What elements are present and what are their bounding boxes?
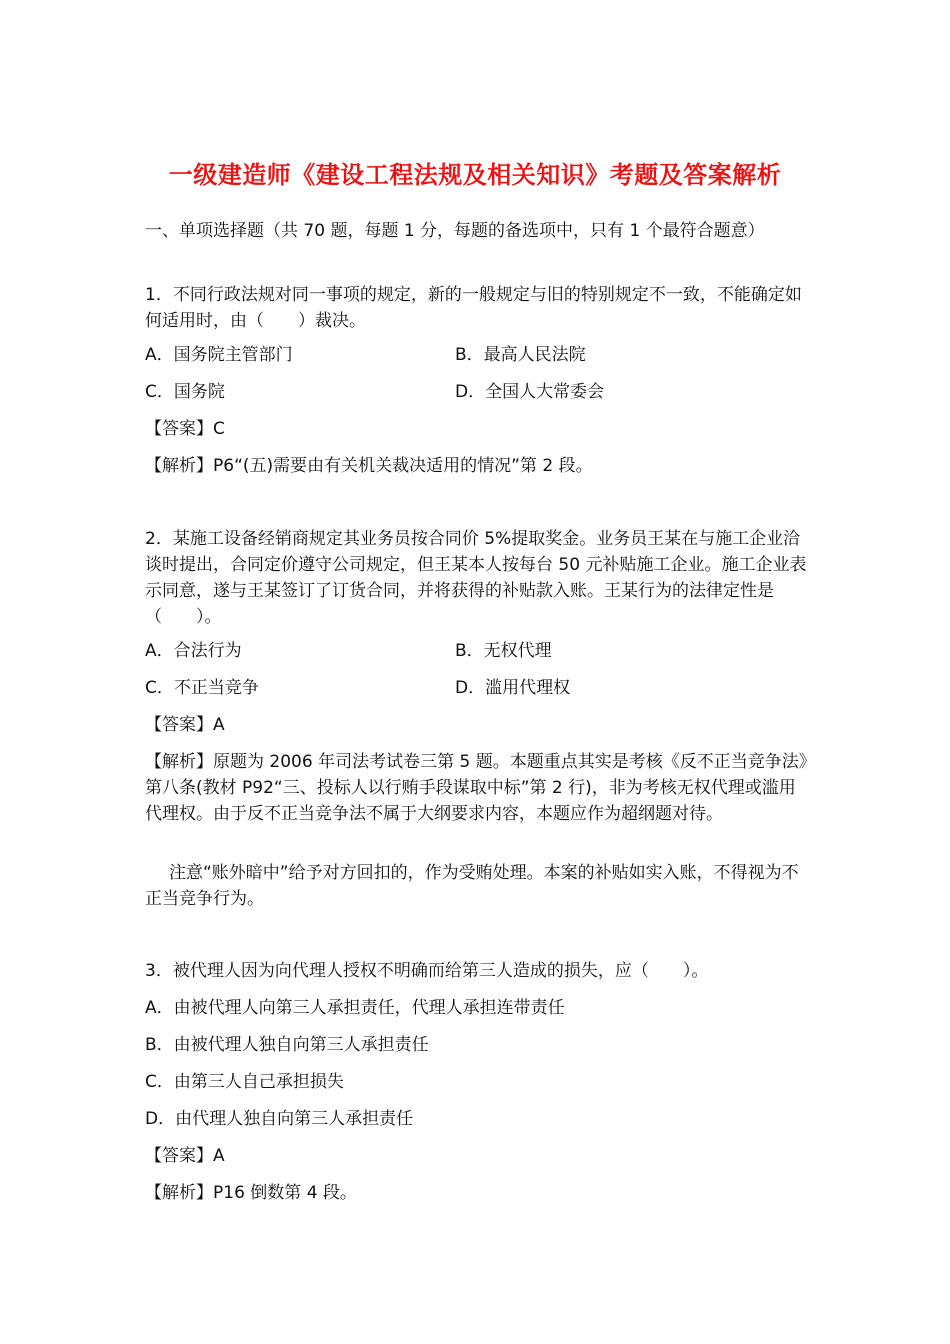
question-3-stem: 3．被代理人因为向代理人授权不明确而给第三人造成的损失，应（ ）。 [145, 961, 709, 981]
question-2-option-d: D．滥用代理权 [455, 678, 571, 698]
question-1-option-d: D．全国人大常委会 [455, 382, 605, 402]
question-3-option-a: A．由被代理人向第三人承担责任，代理人承担连带责任 [145, 998, 565, 1018]
question-1-analysis: 【解析】P6“(五)需要由有关机关裁决适用的情况”第 2 段。 [145, 456, 593, 476]
question-2-analysis: 【解析】原题为 2006 年司法考试卷三第 5 题。本题重点其实是考核《反不正当竞争法》第八条(教材 P92“三、投标人以行贿手段谋取中标”第 2 行)，非为考核无权代理或滥用代理权。由于反不正当竞争法不属于大纲要求内容，本题应作为超纲题对待。 [145, 752, 808, 824]
question-1-option-a: A．国务院主管部门 [145, 345, 293, 365]
question-3-option-c: C．由第三人自己承担损失 [145, 1072, 344, 1092]
question-3-answer: 【答案】A [145, 1146, 225, 1166]
question-2-option-a: A．合法行为 [145, 641, 242, 661]
question-2-note: 注意“账外暗中”给予对方回扣的，作为受贿处理。本案的补贴如实入账，不得视为不正当竞争行为。 [145, 863, 799, 909]
question-1-option-b: B．最高人民法院 [455, 345, 586, 365]
question-3-option-b: B．由被代理人独自向第三人承担责任 [145, 1035, 429, 1055]
question-2-stem: 2．某施工设备经销商规定其业务员按合同价 5%提取奖金。业务员王某在与施工企业洽谈时提出，合同定价遵守公司规定，但王某本人按每台 50 元补贴施工企业。施工企业表示同意，遂与王某签订了订货合同，并将获得的补贴款入账。王某行为的法律定性是（ ）。 [145, 529, 807, 627]
question-1-answer: 【答案】C [145, 419, 225, 439]
question-1-option-c: C．国务院 [145, 382, 225, 402]
question-1-stem: 1．不同行政法规对同一事项的规定，新的一般规定与旧的特别规定不一致，不能确定如何适用时，由（ ）裁决。 [145, 285, 802, 331]
document-title: 一级建造师《建设工程法规及相关知识》考题及答案解析 [168, 161, 782, 189]
question-2-option-c: C．不正当竞争 [145, 678, 259, 698]
question-2-answer: 【答案】A [145, 715, 225, 735]
section-heading: 一、单项选择题（共 70 题，每题 1 分，每题的备选项中，只有 1 个最符合题意） [145, 221, 765, 241]
question-3-option-d: D．由代理人独自向第三人承担责任 [145, 1109, 414, 1129]
question-3-analysis: 【解析】P16 倒数第 4 段。 [145, 1183, 357, 1203]
question-2-option-b: B．无权代理 [455, 641, 552, 661]
